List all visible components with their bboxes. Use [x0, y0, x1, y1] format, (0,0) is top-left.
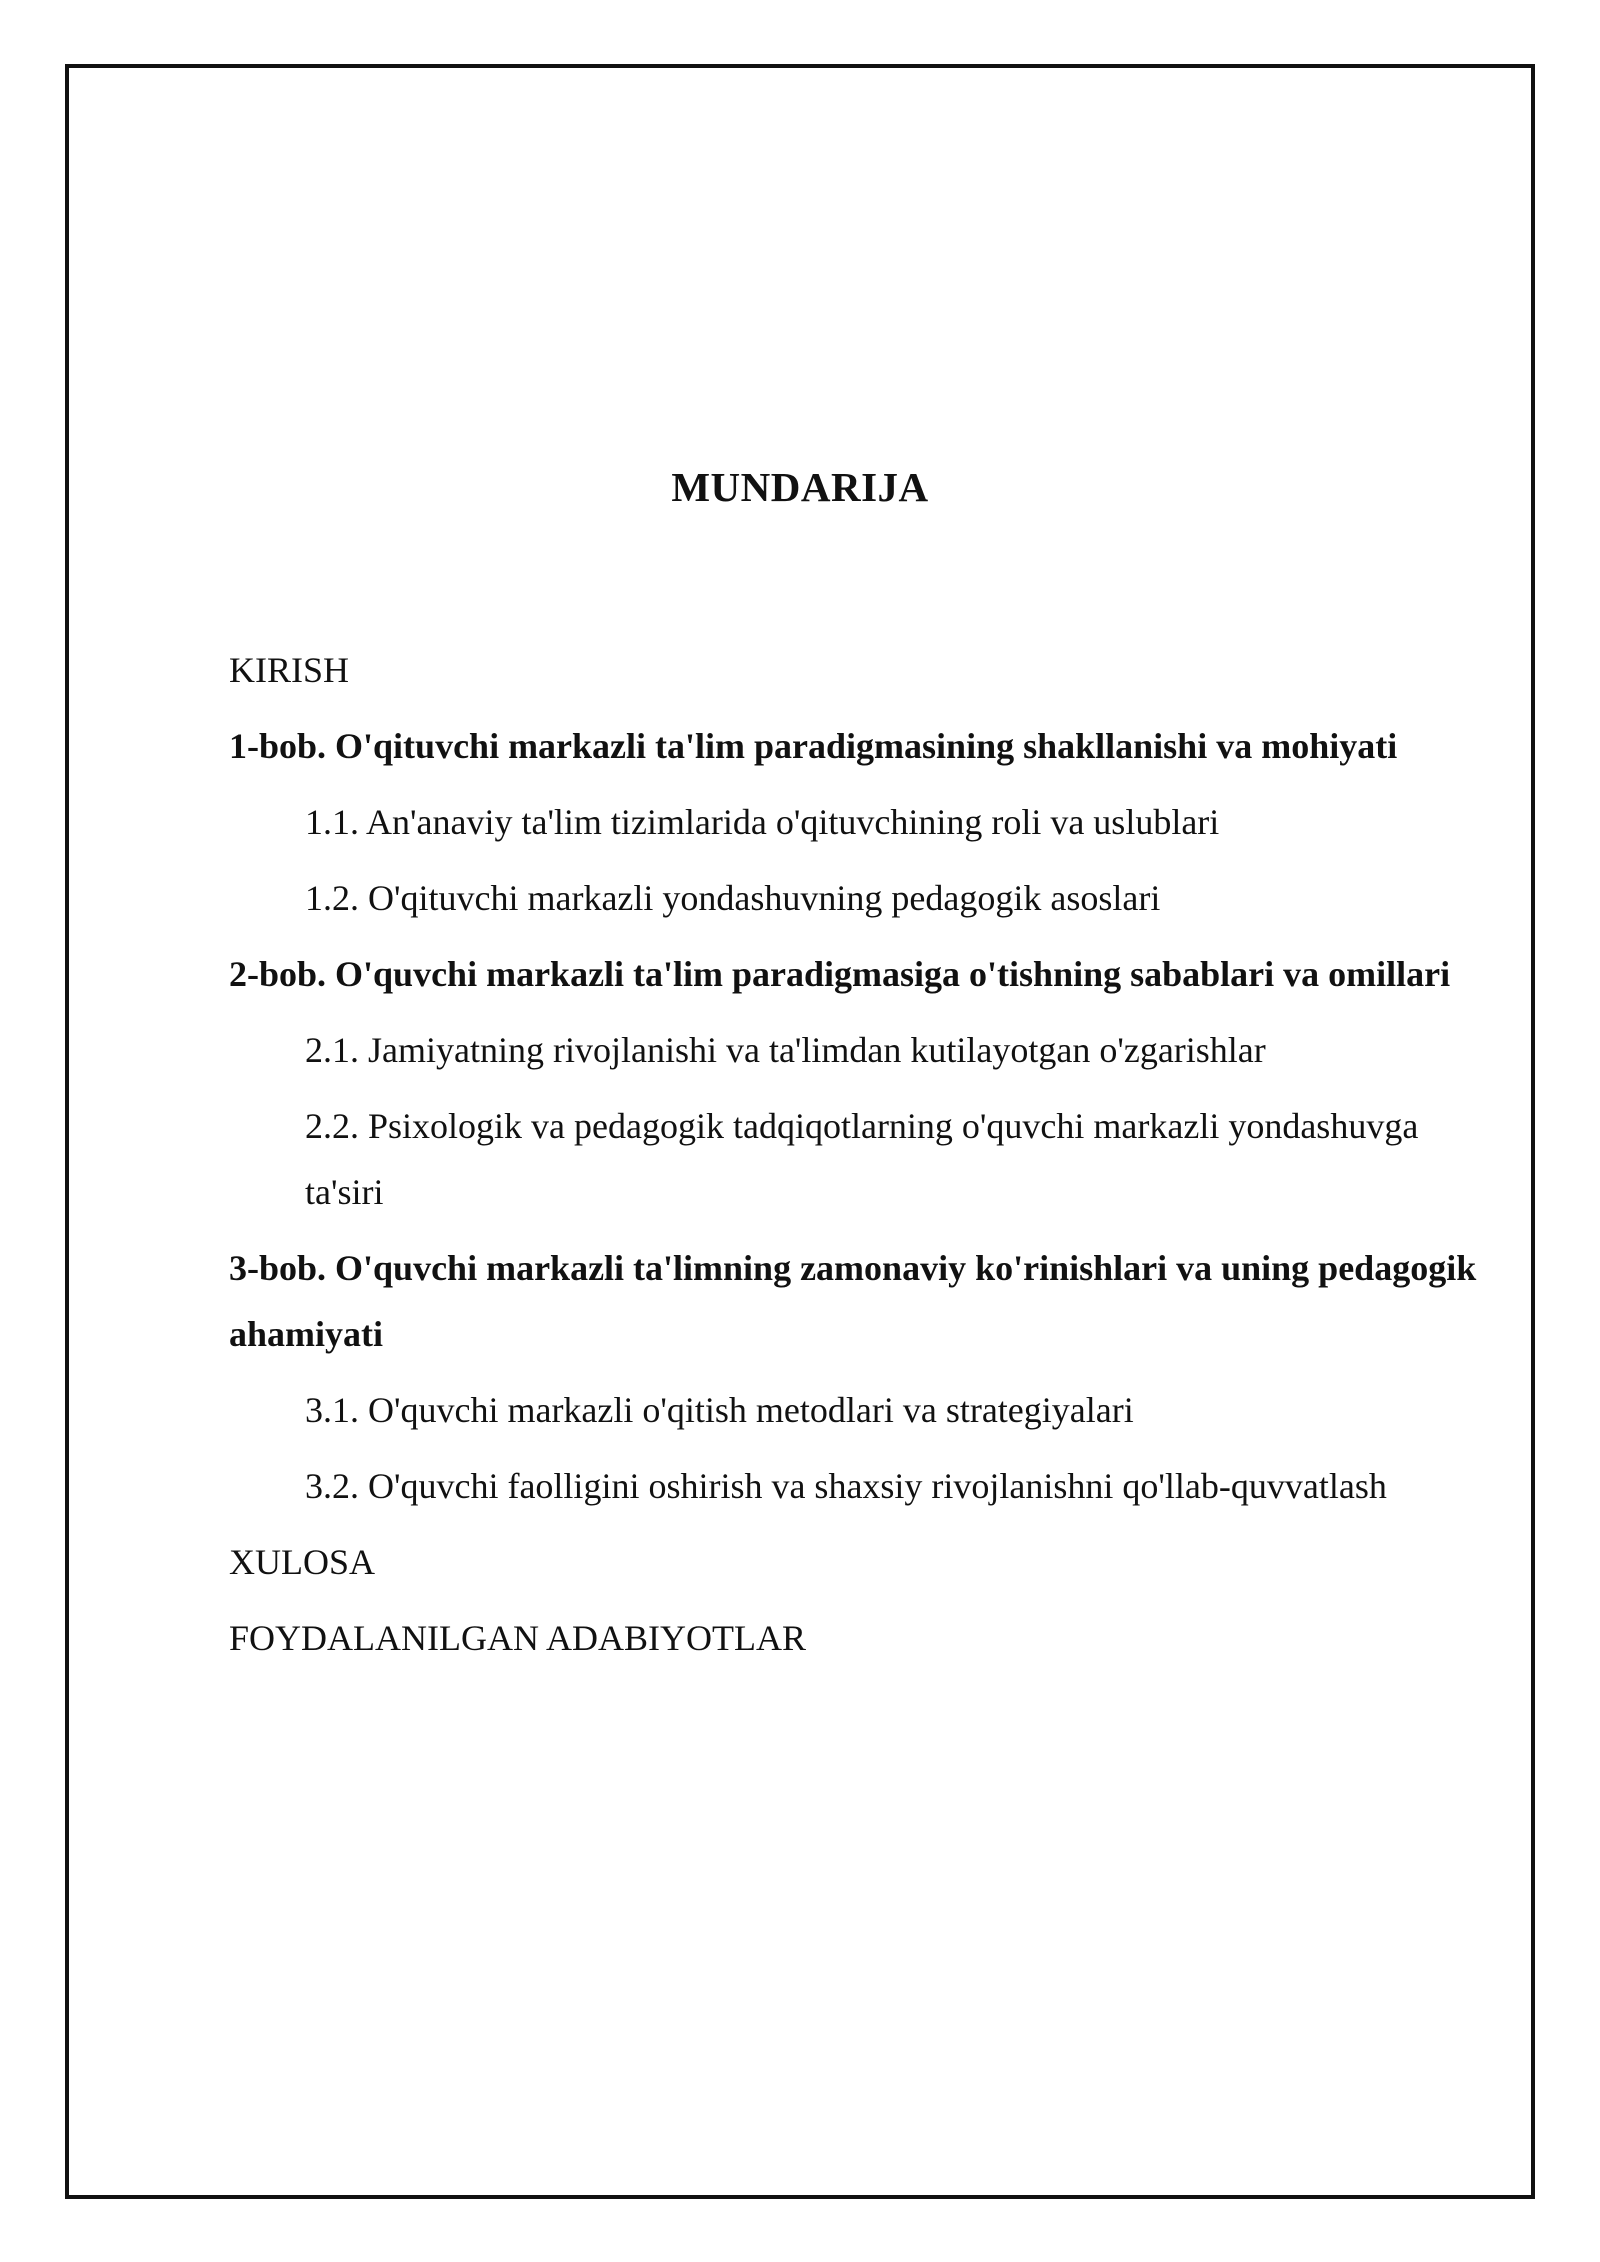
table-of-contents — [229, 637, 1479, 1681]
toc-chapter-2: 2-bob. O'quvchi markazli ta'lim paradigmasiga o'tishning sabablari va omillari — [229, 954, 1451, 994]
toc-section-2-1: 2.1. Jamiyatning rivojlanishi va ta'limdan kutilayotgan o'zgarishlar — [305, 1030, 1266, 1070]
toc-entry-references: FOYDALANILGAN ADABIYOTLAR — [229, 1618, 806, 1658]
toc-entry-introduction: KIRISH — [229, 650, 350, 690]
toc-section-3-2: 3.2. O'quvchi faolligini oshirish va shaxsiy rivojlanishni qo'llab-quvvatlash — [305, 1466, 1387, 1506]
toc-entry-conclusion: XULOSA — [229, 1542, 376, 1582]
document-title: MUNDARIJA — [671, 464, 929, 510]
toc-section-3-1: 3.1. O'quvchi markazli o'qitish metodlari va strategiyalari — [305, 1390, 1134, 1430]
toc-chapter-3: 3-bob. O'quvchi markazli ta'limning zamonaviy ko'rinishlari va uning pedagogik ahamiyati — [229, 1248, 1477, 1354]
toc-section-1-1: 1.1. An'anaviy ta'lim tizimlarida o'qituvchining roli va uslublari — [305, 802, 1220, 842]
toc-section-1-2: 1.2. O'qituvchi markazli yondashuvning pedagogik asoslari — [305, 878, 1161, 918]
toc-chapter-1: 1-bob. O'qituvchi markazli ta'lim paradigmasining shakllanishi va mohiyati — [229, 726, 1398, 766]
toc-section-2-2: 2.2. Psixologik va pedagogik tadqiqotlarning o'quvchi markazli yondashuvga ta'siri — [305, 1106, 1419, 1212]
